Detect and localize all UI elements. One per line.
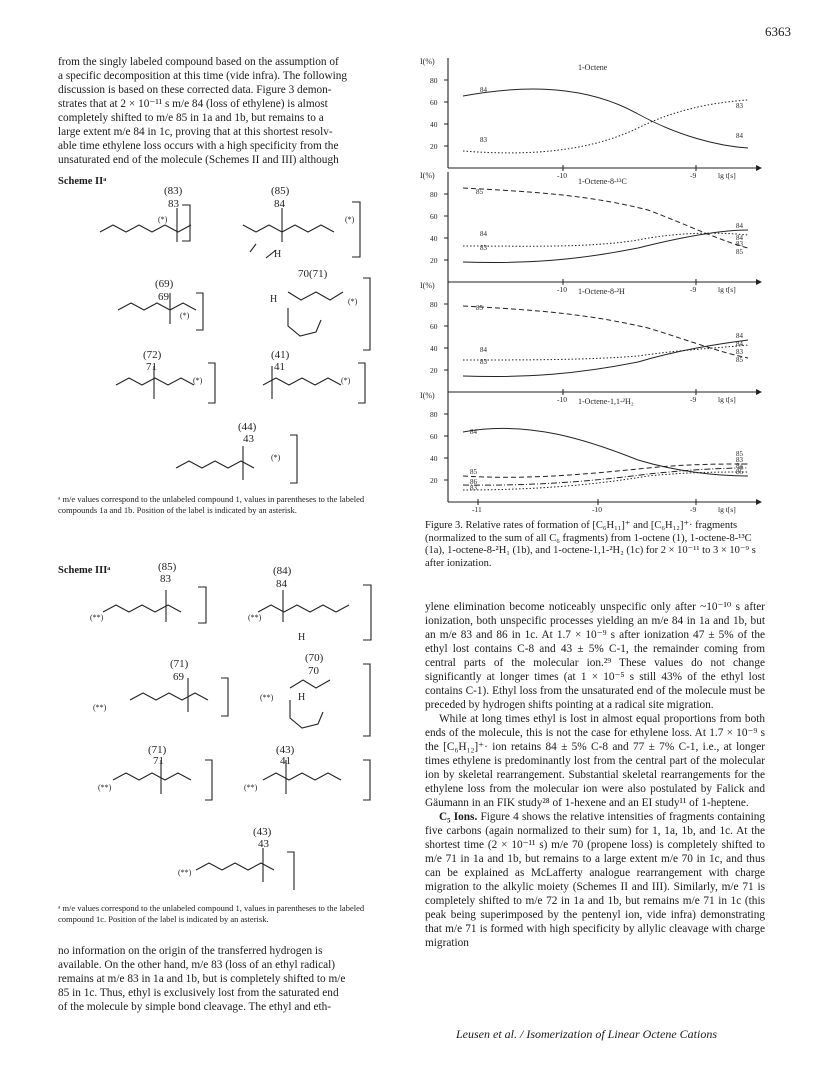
x-axis-unit: lg t[s] xyxy=(718,285,736,294)
panel-title: 1-Octene-8-²H xyxy=(578,287,625,296)
data-series-line xyxy=(463,233,748,246)
scheme-label: 41 xyxy=(274,361,285,373)
running-footer: Leusen et al. / Isomerization of Linear Octene Cations xyxy=(456,1027,717,1041)
svg-text:(*): (*) xyxy=(193,376,203,385)
page-number: 6363 xyxy=(765,24,791,39)
y-tick-label: 20 xyxy=(430,142,438,151)
svg-text:H: H xyxy=(298,632,306,643)
y-axis-label: I(%) xyxy=(420,281,435,290)
svg-text:H: H xyxy=(270,294,278,305)
scheme3-diagram xyxy=(58,560,403,890)
scheme-label: (71) xyxy=(148,744,167,756)
series-label: 83 xyxy=(480,136,487,144)
text-line: remains at m/e 83 in 1a and 1b, but is completely shifted to m/e xyxy=(58,973,346,985)
text-line: no information on the origin of the transferred hydrogen is xyxy=(58,945,323,957)
svg-text:(*): (*) xyxy=(180,311,190,320)
text-line: discussion is based on these corrected data. Figure 3 demon- xyxy=(58,84,332,96)
series-label: 85 xyxy=(736,248,743,256)
svg-text:H: H xyxy=(298,692,306,703)
x-tick-label: -11 xyxy=(472,505,482,514)
series-label: 86 xyxy=(736,468,743,476)
svg-text:H: H xyxy=(274,249,282,260)
scheme-label: 70(71) xyxy=(298,268,328,280)
x-axis-unit: lg t[s] xyxy=(718,171,736,180)
svg-text:(**): (**) xyxy=(93,703,107,712)
y-tick-label: 80 xyxy=(430,300,438,309)
text-line: available. On the other hand, m/e 83 (loss of an ethyl radical) xyxy=(58,959,335,971)
scheme-label: (41) xyxy=(271,349,290,361)
scheme-label: 69 xyxy=(158,291,169,303)
y-tick-label: 20 xyxy=(430,366,438,375)
data-series-line xyxy=(463,340,748,376)
scheme2-diagram xyxy=(58,180,403,500)
x-tick-label: -10 xyxy=(557,285,567,294)
svg-text:(**): (**) xyxy=(90,613,104,622)
scheme-label: (71) xyxy=(170,658,189,670)
y-tick-label: 40 xyxy=(430,454,438,463)
svg-text:(**): (**) xyxy=(244,783,258,792)
scheme-label: (69) xyxy=(155,278,174,290)
series-label: 85 xyxy=(736,450,743,458)
y-tick-label: 80 xyxy=(430,76,438,85)
svg-text:(*): (*) xyxy=(158,215,168,224)
text-line: strates that at 2 × 10⁻¹¹ s m/e 84 (loss of ethylene) is almost xyxy=(58,98,328,110)
data-series-line xyxy=(463,306,748,358)
series-label: 84 xyxy=(736,340,743,348)
x-tick-label: -9 xyxy=(690,395,697,404)
data-series-line xyxy=(463,188,748,248)
x-axis-arrow xyxy=(756,499,762,505)
text-line: completely shifted to m/e 85 in 1a and 1b, but remains to a xyxy=(58,112,324,124)
svg-text:(**): (**) xyxy=(260,693,274,702)
x-axis-unit: lg t[s] xyxy=(718,505,736,514)
scheme-label: 70 xyxy=(308,665,319,677)
scheme-label: 71 xyxy=(146,361,157,373)
y-tick-label: 60 xyxy=(430,322,438,331)
series-label: 83 xyxy=(736,240,743,248)
figure3 xyxy=(418,48,763,528)
series-label: 83 xyxy=(736,348,743,356)
series-label: 86 xyxy=(470,478,477,486)
figure3-caption: Figure 3. Relative rates of formation of [C₆H₁₁]⁺ and [C₆H₁₂]⁺· fragments (normalized to the sum of all C₆ fragments) from 1-octene (1), 1-octene-8-¹³C (1a), 1-octene-8-²H₁ (1b), and 1-octene-1,1-²H₂ (1c) for 2 × 10⁻¹¹ to 3 × 10⁻⁹ s after ionization. xyxy=(425,520,756,569)
svg-text:(**): (**) xyxy=(98,783,112,792)
paragraph: While at long times ethyl is lost in almost equal proportions from both ends of the molecule, this is not the case for ethylene loss. At 1.7 × 10⁻⁹ s the [C₆H₁₂]⁺· ion retains 84 ± 5% C-8 and 77 ± 7% C-1, i.e., at longer times ethylene is predominantly lost from the central part of the molecular ion by skeletal rearrangement. Substantial skeletal rearrangements for the ethylene loss from the molecular ion were also postulated by Falick and Gäumann in an FIK study²⁸ of 1-hexene and an EI study¹¹ of 1-heptene. xyxy=(425,713,765,809)
text-line: large extent m/e 84 in 1c, proving that at this shortest resolv- xyxy=(58,126,333,138)
scheme-label: 84 xyxy=(276,578,287,590)
text-line: 85 in 1c. Thus, ethyl is exclusively lost from the saturated end xyxy=(58,987,339,999)
series-label: 84 xyxy=(480,346,487,354)
left-top-paragraph xyxy=(58,55,403,167)
series-label: 83 xyxy=(736,102,743,110)
svg-text:(*): (*) xyxy=(271,453,281,462)
data-series-line xyxy=(463,464,748,477)
panel-title: 1-Octene-8-¹³C xyxy=(578,177,627,186)
text-line: unsaturated end of the molecule (Schemes II and III) although xyxy=(58,154,339,166)
series-label: 83 xyxy=(470,484,477,492)
data-series-line xyxy=(463,89,748,148)
paragraph xyxy=(425,810,765,950)
series-label: 84 xyxy=(736,462,743,470)
scheme-label: (85) xyxy=(271,185,290,197)
y-tick-label: 80 xyxy=(430,410,438,419)
scheme-label: 83 xyxy=(160,573,171,585)
y-tick-label: 40 xyxy=(430,344,438,353)
x-tick-label: -10 xyxy=(557,395,567,404)
scheme-label: 83 xyxy=(168,198,179,210)
scheme-label: (43) xyxy=(276,744,295,756)
scheme-label: 43 xyxy=(258,838,269,850)
x-axis-arrow xyxy=(756,389,762,395)
scheme-label: 43 xyxy=(243,433,254,445)
y-tick-label: 40 xyxy=(430,234,438,243)
y-tick-label: 60 xyxy=(430,212,438,221)
scheme-label: (43) xyxy=(253,826,272,838)
right-column-text xyxy=(425,600,765,950)
data-series-line xyxy=(463,345,748,360)
scheme-label: 41 xyxy=(280,755,291,767)
x-tick-label: -9 xyxy=(690,505,697,514)
series-label: 85 xyxy=(476,304,483,312)
x-axis-unit: lg t[s] xyxy=(718,395,736,404)
svg-text:(**): (**) xyxy=(248,613,262,622)
paragraph-body: Figure 4 shows the relative intensities of fragments containing five carbons (again normalized to their sum) for 1, 1a, 1b, and 1c. At the shortest time (2 × 10⁻¹¹ s) m/e 70 (propene loss) is completely shifted to m/e 71 in 1a and 1b, but remains to a large extent m/e 70 in 1c, and thus can be explained as McLafferty analogue rearrangement with charge migration to the alkylic moiety (Schemes II and III). Similarly, m/e 71 is completely shifted to m/e 72 in 1a and 1b, but remains m/e 71 in 1c (this peak being superimposed by the pentenyl ion, vide infra) demonstrating that m/e 71 is formed with high specificity by allylic cleavage with charge migration xyxy=(425,811,766,949)
series-label: 84 xyxy=(736,234,743,242)
scheme2-title: Scheme IIᵃ xyxy=(58,176,107,187)
series-label: 84 xyxy=(736,132,743,140)
x-tick-label: -10 xyxy=(592,505,602,514)
y-axis-label: I(%) xyxy=(420,57,435,66)
scheme-label: (83) xyxy=(164,185,183,197)
y-tick-label: 20 xyxy=(430,256,438,265)
series-label: 84 xyxy=(470,428,477,436)
y-tick-label: 20 xyxy=(430,476,438,485)
series-label: 85 xyxy=(470,468,477,476)
scheme-label: 69 xyxy=(173,671,184,683)
left-bottom-paragraph xyxy=(58,944,403,1014)
series-label: 83 xyxy=(480,358,487,366)
scheme-label: (44) xyxy=(238,421,257,433)
svg-text:(**): (**) xyxy=(178,868,192,877)
x-tick-label: -9 xyxy=(690,171,697,180)
y-tick-label: 60 xyxy=(430,432,438,441)
text-line: able time ethylene loss occurs with a high specificity from the xyxy=(58,140,339,152)
text-line: from the singly labeled compound based on the assumption of xyxy=(58,56,339,68)
text-line: a specific decomposition at this time (vide infra). The following xyxy=(58,70,348,82)
y-tick-label: 40 xyxy=(430,120,438,129)
data-series-line xyxy=(463,468,748,485)
paragraph: ylene elimination become noticeably unspecific only after ~10⁻¹⁰ s after ionization, both unspecific processes yielding an m/e 84 in 1a and 1b, but an m/e 83 and 86 in 1c. At 1.7 × 10⁻⁹ s after ionization 47 ± 5% of the ethyl lost contains C-8 and 43 ± 5% C-1, the remainder coming from central parts of the molecular ion.²⁹ These values do not change significantly at longer times (at 1 × 10⁻⁵ s still 43% of the ethyl lost contains C-1). Ethyl loss from the unsaturated end of the molecule must be preceded by hydrogen shifts pointing at a radical site migration. xyxy=(425,601,765,711)
svg-text:(*): (*) xyxy=(345,215,355,224)
scheme-label: 71 xyxy=(153,755,164,767)
x-tick-label: -10 xyxy=(557,171,567,180)
section-heading: C₅ Ions. xyxy=(439,811,478,823)
series-label: 85 xyxy=(476,188,483,196)
series-label: 84 xyxy=(736,222,743,230)
x-axis-arrow xyxy=(756,279,762,285)
scheme3-title: Scheme IIIᵃ xyxy=(58,565,111,576)
series-label: 84 xyxy=(480,86,487,94)
scheme-label: (72) xyxy=(143,349,162,361)
data-series-line xyxy=(463,472,748,490)
series-label: 84 xyxy=(736,332,743,340)
x-axis-arrow xyxy=(756,165,762,171)
series-label: 83 xyxy=(736,456,743,464)
scheme2-note: ᵃ m/e values correspond to the unlabeled compound 1, values in parentheses to the labeled compounds 1a and 1b. Position of the label is indicated by an asterisk. xyxy=(58,494,365,515)
series-label: 85 xyxy=(736,356,743,364)
svg-text:(*): (*) xyxy=(348,297,358,306)
series-label: 84 xyxy=(480,230,487,238)
panel-title: 1-Octene-1,1-²H₂ xyxy=(578,397,634,406)
y-axis-label: I(%) xyxy=(420,391,435,400)
data-series-line xyxy=(463,100,748,153)
text-line: of the molecule by simple bond cleavage. The ethyl and eth- xyxy=(58,1001,332,1013)
scheme3-note: ᵃ m/e values correspond to the unlabeled compound 1, values in parentheses to the labeled compound 1c. Position of the label is indicated by an asterisk. xyxy=(58,903,365,924)
svg-text:(*): (*) xyxy=(341,376,351,385)
scheme-label: (70) xyxy=(305,652,324,664)
scheme-label: 84 xyxy=(274,198,285,210)
x-tick-label: -9 xyxy=(690,285,697,294)
series-label: 83 xyxy=(480,244,487,252)
panel-title: 1-Octene xyxy=(578,63,608,72)
y-axis-label: I(%) xyxy=(420,171,435,180)
scheme-label: (84) xyxy=(273,565,292,577)
y-tick-label: 60 xyxy=(430,98,438,107)
scheme-label: (85) xyxy=(158,561,177,573)
y-tick-label: 80 xyxy=(430,190,438,199)
